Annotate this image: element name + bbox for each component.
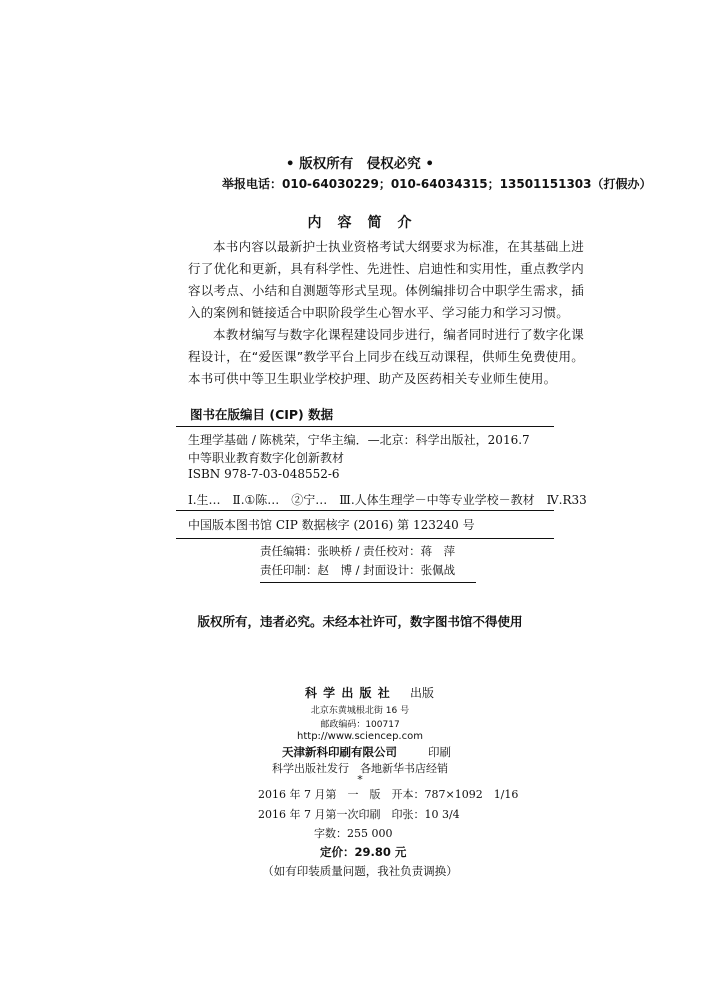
printer-action: 印刷 [428,745,451,759]
staff-editors: 责任编辑：张映桥 / 责任校对：蒋 萍 [260,544,456,558]
cip-record: 中国版本图书馆 CIP 数据核字 (2016) 第 123240 号 [188,518,475,532]
edition-line: 2016 年 7 月第 一 版 开本：787×1092 1/16 [258,788,519,801]
report-phone-line: 举报电话：010-64030229；010-64034315；13501151303（打假办） [222,177,652,191]
cip-series-line: 中等职业教育数字化创新教材 [188,451,345,465]
publisher-address: 北京东黄城根北街 16 号 [310,706,410,716]
footer-note: （如有印装质量问题，我社负责调换） [262,864,458,878]
publisher-name: 科 学 出 版 社 [305,686,391,700]
summary-body [188,236,584,390]
staff-rule [260,582,476,583]
publisher-action: 出版 [410,686,435,700]
publisher-postcode: 邮政编码：100717 [320,720,400,730]
cip-middle-rule [176,510,554,511]
cip-classification: Ⅰ.生… Ⅱ.①陈… ②宁… Ⅲ.人体生理学－中等专业学校－教材 Ⅳ.R33 [188,493,587,507]
summary-paragraph: 本教材编写与数字化课程建设同步进行，编者同时进行了数字化课程设计，在“爱医课”教学平台上同步在线互动课程，供师生免费使用。本书可供中等卫生职业学校护理、助产及医药相关专业师生使用。 [188,327,584,386]
summary-paragraph: 本书内容以最新护士执业资格考试大纲要求为标准，在其基础上进行了优化和更新，具有科学性、先进性、启迪性和实用性，重点教学内容以考点、小结和自测题等形式呈现。体例编排切合中职学生需求，插入的案例和链接适合中职阶段学生心智水平、学习能力和学习习惯。 [188,239,584,320]
price: 定价：29.80 元 [320,845,407,859]
publisher-website: http://www.sciencep.com [297,731,423,742]
cip-bottom-rule [176,538,554,539]
rights-statement: 版权所有，违者必究。未经本社许可，数字图书馆不得使用 [197,614,523,629]
printer-name: 天津新科印刷有限公司 [282,745,397,759]
word-count: 字数：255 000 [314,827,393,840]
cip-heading: 图书在版编目 (CIP) 数据 [190,407,334,422]
cip-top-rule [176,426,554,427]
distribution-line: 科学出版社发行 各地新华书店经销 [272,762,448,775]
staff-production: 责任印制：赵 博 / 封面设计：张佩战 [260,563,456,577]
copyright-title: • 版权所有 侵权必究 • [285,156,435,172]
separator-asterisk: * [357,773,363,786]
cip-title-line: 生理学基础 / 陈桃荣，宁华主编．—北京：科学出版社，2016.7 [188,433,530,447]
cip-isbn: ISBN 978-7-03-048552-6 [188,467,340,481]
summary-heading: 内 容 简 介 [307,215,413,231]
print-line: 2016 年 7 月第一次印刷 印张：10 3/4 [258,808,460,821]
